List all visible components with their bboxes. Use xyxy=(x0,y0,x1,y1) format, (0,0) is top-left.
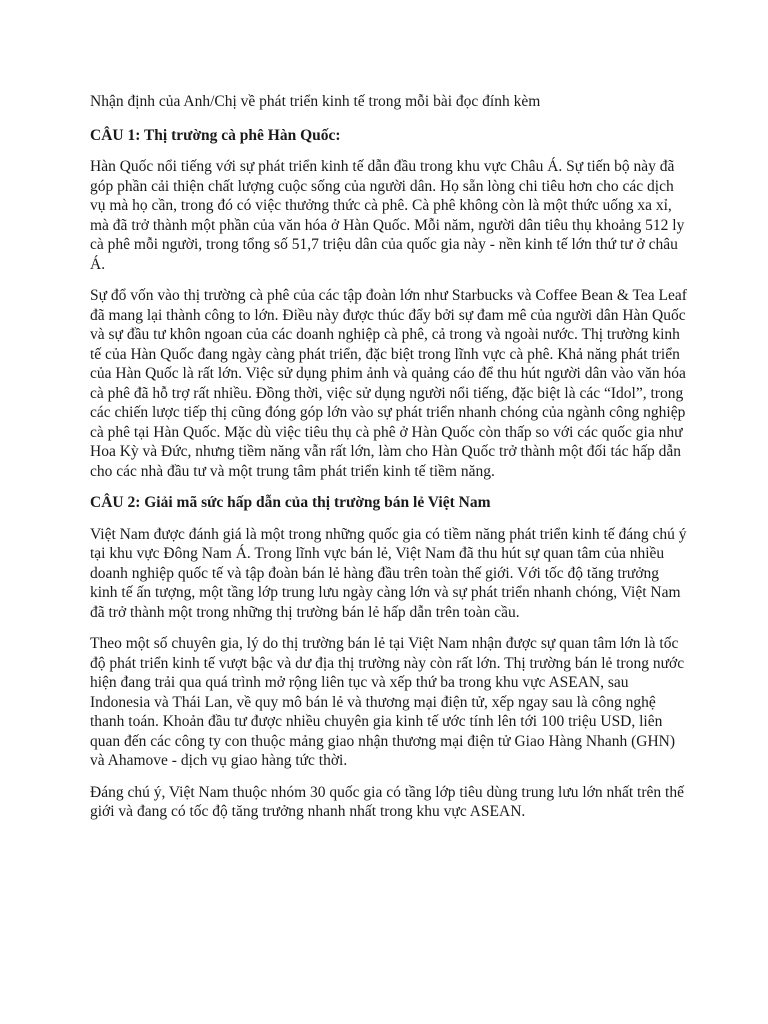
section-1-paragraph-1: Hàn Quốc nổi tiếng với sự phát triển kinh tế dẫn đầu trong khu vực Châu Á. Sự tiến bộ này đã góp phần cải thiện chất lượng cuộc sống của người dân. Họ sẵn lòng chi tiêu hơn cho các dịch vụ mà họ cần, trong đó có việc thưởng thức cà phê. Cà phê không còn là một thức uống xa xỉ, mà đã trở thành một phần của văn hóa ở Hàn Quốc. Mỗi năm, người dân tiêu thụ khoảng 512 ly cà phê mỗi người, trong tổng số 51,7 triệu dân của quốc gia này - nền kinh tế lớn thứ tư ở châu Á. xyxy=(90,158,685,273)
section-2-paragraph-1: Việt Nam được đánh giá là một trong những quốc gia có tiềm năng phát triển kinh tế đáng chú ý tại khu vực Đông Nam Á. Trong lĩnh vực bán lẻ, Việt Nam đã thu hút sự quan tâm của nhiều doanh nghiệp quốc tế và tập đoàn bán lẻ hàng đầu trên toàn thế giới. Với tốc độ tăng trưởng kinh tế ấn tượng, một tầng lớp trung lưu ngày càng lớn và sự phát triển nhanh chóng, Việt Nam đã trở thành một trong những thị trường bán lẻ hấp dẫn trên toàn cầu. xyxy=(90,525,687,621)
document-body xyxy=(90,92,690,834)
document-intro: Nhận định của Anh/Chị về phát triển kinh tế trong mỗi bài đọc đính kèm xyxy=(90,93,541,110)
section-1-heading: CÂU 1: Thị trường cà phê Hàn Quốc: xyxy=(90,126,341,144)
section-2-heading: CÂU 2: Giải mã sức hấp dẫn của thị trường bán lẻ Việt Nam xyxy=(90,494,491,511)
section-2-paragraph-3: Đáng chú ý, Việt Nam thuộc nhóm 30 quốc gia có tầng lớp tiêu dùng trung lưu lớn nhất trên thế giới và đang có tốc độ tăng trưởng nhanh nhất trong khu vực ASEAN. xyxy=(90,783,684,820)
section-1-paragraph-2: Sự đổ vốn vào thị trường cà phê của các tập đoàn lớn như Starbucks và Coffee Bean & Tea Leaf đã mang lại thành công to lớn. Điều này được thúc đẩy bởi sự đam mê của người dân Hàn Quốc và sự đầu tư khôn ngoan của các doanh nghiệp cà phê, cả trong và ngoài nước. Thị trường kinh tế của Hàn Quốc đang ngày càng phát triển, đặc biệt trong lĩnh vực cà phê. Khả năng phát triển của Hàn Quốc là rất lớn. Việc sử dụng phim ảnh và quảng cáo để thu hút người dân vào văn hóa cà phê đã hỗ trợ rất nhiều. Đồng thời, việc sử dụng người nổi tiếng, đặc biệt là các “Idol”, trong các chiến lược tiếp thị cũng đóng góp lớn vào sự phát triển nhanh chóng của ngành công nghiệp cà phê tại Hàn Quốc. Mặc dù việc tiêu thụ cà phê ở Hàn Quốc còn thấp so với các quốc gia như Hoa Kỳ và Đức, nhưng tiềm năng vẫn rất lớn, làm cho Hàn Quốc trở thành một đối tác hấp dẫn cho các nhà đầu tư và một trung tâm phát triển kinh tế tiềm năng. xyxy=(90,287,687,480)
section-2-paragraph-2: Theo một số chuyên gia, lý do thị trường bán lẻ tại Việt Nam nhận được sự quan tâm lớn là tốc độ phát triển kinh tế vượt bậc và dư địa thị trường này còn rất lớn. Thị trường bán lẻ trong nước hiện đang trải qua quá trình mở rộng liên tục và xếp thứ ba trong khu vực ASEAN, sau Indonesia và Thái Lan, về quy mô bán lẻ và thương mại điện tử, xếp ngay sau là công nghệ thanh toán. Khoản đầu tư được nhiều chuyên gia kinh tế ước tính lên tới 100 triệu USD, liên quan đến các công ty con thuộc mảng giao nhận thương mại điện tử Giao Hàng Nhanh (GHN) và Ahamove - dịch vụ giao hàng tức thời. xyxy=(90,635,685,769)
